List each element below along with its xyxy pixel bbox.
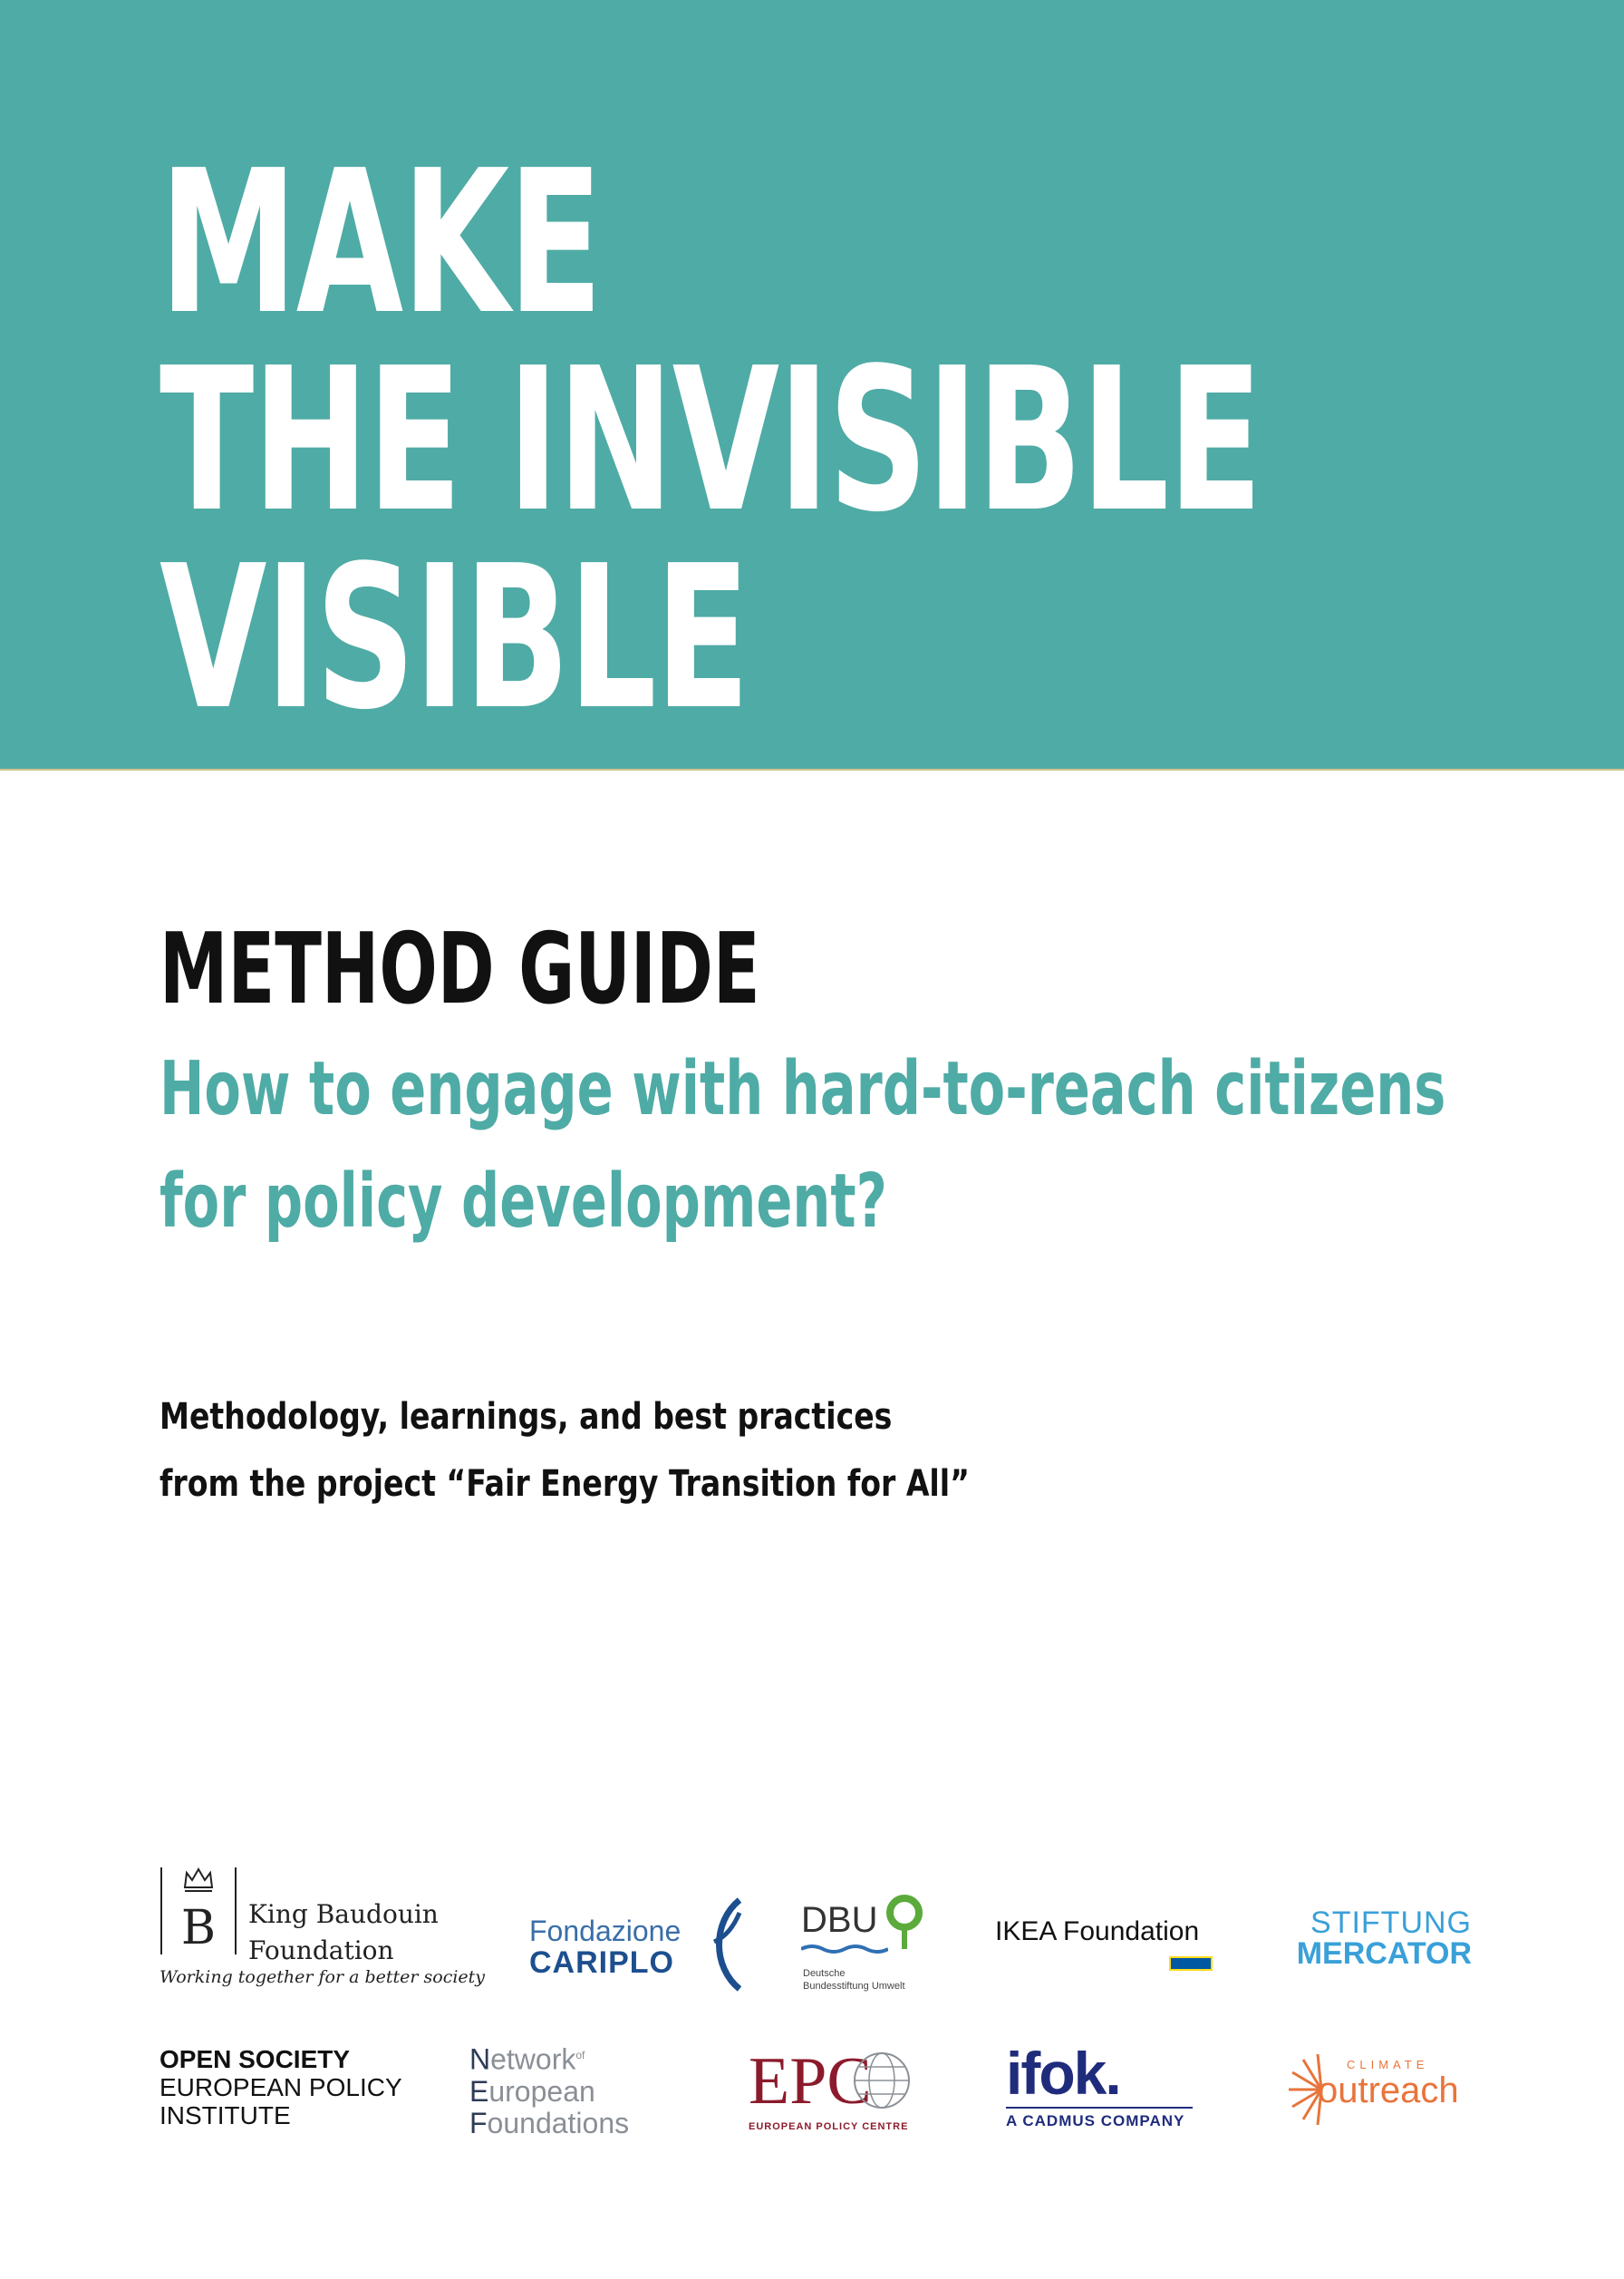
co-big-text: outreach — [1318, 2070, 1459, 2110]
dbu-subline: Bundesstiftung Umwelt — [803, 1981, 905, 1992]
king-baudouin-foundation-logo — [160, 1860, 486, 1996]
main-title — [160, 129, 1572, 753]
ifok-logo — [1006, 2040, 1196, 2139]
wave-icon — [801, 1944, 888, 1954]
mercator-line: STIFTUNG — [1310, 1906, 1472, 1940]
title-banner — [0, 0, 1624, 771]
intro-line: from the project “Fair Energy Transition for All” — [160, 1463, 970, 1505]
nef-initial: E — [469, 2074, 489, 2108]
nef-initial: F — [469, 2106, 488, 2139]
epc-title: EPC — [749, 2044, 872, 2119]
open-society-logo — [160, 2045, 413, 2136]
kbf-name-line: Foundation — [248, 1935, 394, 1965]
svg-text:B: B — [180, 1901, 217, 1955]
subtitle-question — [160, 1033, 1445, 1258]
epc-logo — [749, 2045, 921, 2136]
crown-emblem-icon — [160, 1860, 237, 1960]
kbf-name-line: King Baudouin — [248, 1899, 439, 1929]
ikea-foundation-logo — [995, 1913, 1222, 1985]
method-guide-heading: METHOD GUIDE — [160, 913, 760, 1026]
dbu-subline: Deutsche — [803, 1968, 846, 1979]
ifok-rule — [1006, 2107, 1193, 2109]
nef-sup: of — [575, 2049, 585, 2061]
epc-subtitle: EUROPEAN POLICY CENTRE — [749, 2121, 909, 2132]
ifok-subtitle: A CADMUS COMPANY — [1006, 2112, 1185, 2129]
cariplo-line: Fondazione — [529, 1915, 682, 1947]
tree-icon — [884, 1895, 924, 1953]
title-line: MAKE — [160, 129, 602, 358]
cariplo-mark-icon — [703, 1895, 747, 1994]
ikea-title: IKEA Foundation — [995, 1916, 1200, 1946]
subtitle-line: How to engage with hard-to-reach citizens — [160, 1046, 1446, 1132]
title-line: THE INVISIBLE — [160, 326, 1262, 556]
nef-word: uropean — [488, 2074, 595, 2108]
nef-initial: N — [469, 2042, 491, 2076]
climate-outreach-logo — [1285, 2049, 1466, 2130]
dbu-title: DBU — [801, 1900, 878, 1940]
cariplo-line: CARIPLO — [529, 1945, 674, 1980]
subtitle-line: for policy development? — [160, 1159, 887, 1245]
ikea-badge — [1169, 1956, 1213, 1971]
ifok-title: ifok. — [1006, 2040, 1120, 2107]
network-of-european-foundations-logo — [469, 2040, 660, 2139]
title-line: VISIBLE — [160, 524, 749, 753]
osepi-line: INSTITUTE — [160, 2101, 291, 2129]
mercator-line: MERCATOR — [1296, 1936, 1472, 1971]
intro-text — [160, 1383, 970, 1518]
dbu-logo — [801, 1895, 946, 2003]
intro-line: Methodology, learnings, and best practices — [160, 1396, 893, 1438]
osepi-line: EUROPEAN POLICY — [160, 2073, 402, 2101]
nef-word: etwork — [490, 2042, 576, 2076]
co-small-text: CLIMATE — [1347, 2058, 1429, 2071]
kbf-tagline: Working together for a better society — [160, 1967, 486, 1987]
stiftung-mercator-logo — [1263, 1907, 1472, 1980]
globe-icon — [850, 2049, 914, 2112]
osepi-line: OPEN SOCIETY — [160, 2045, 351, 2073]
nef-word: oundations — [487, 2106, 630, 2139]
